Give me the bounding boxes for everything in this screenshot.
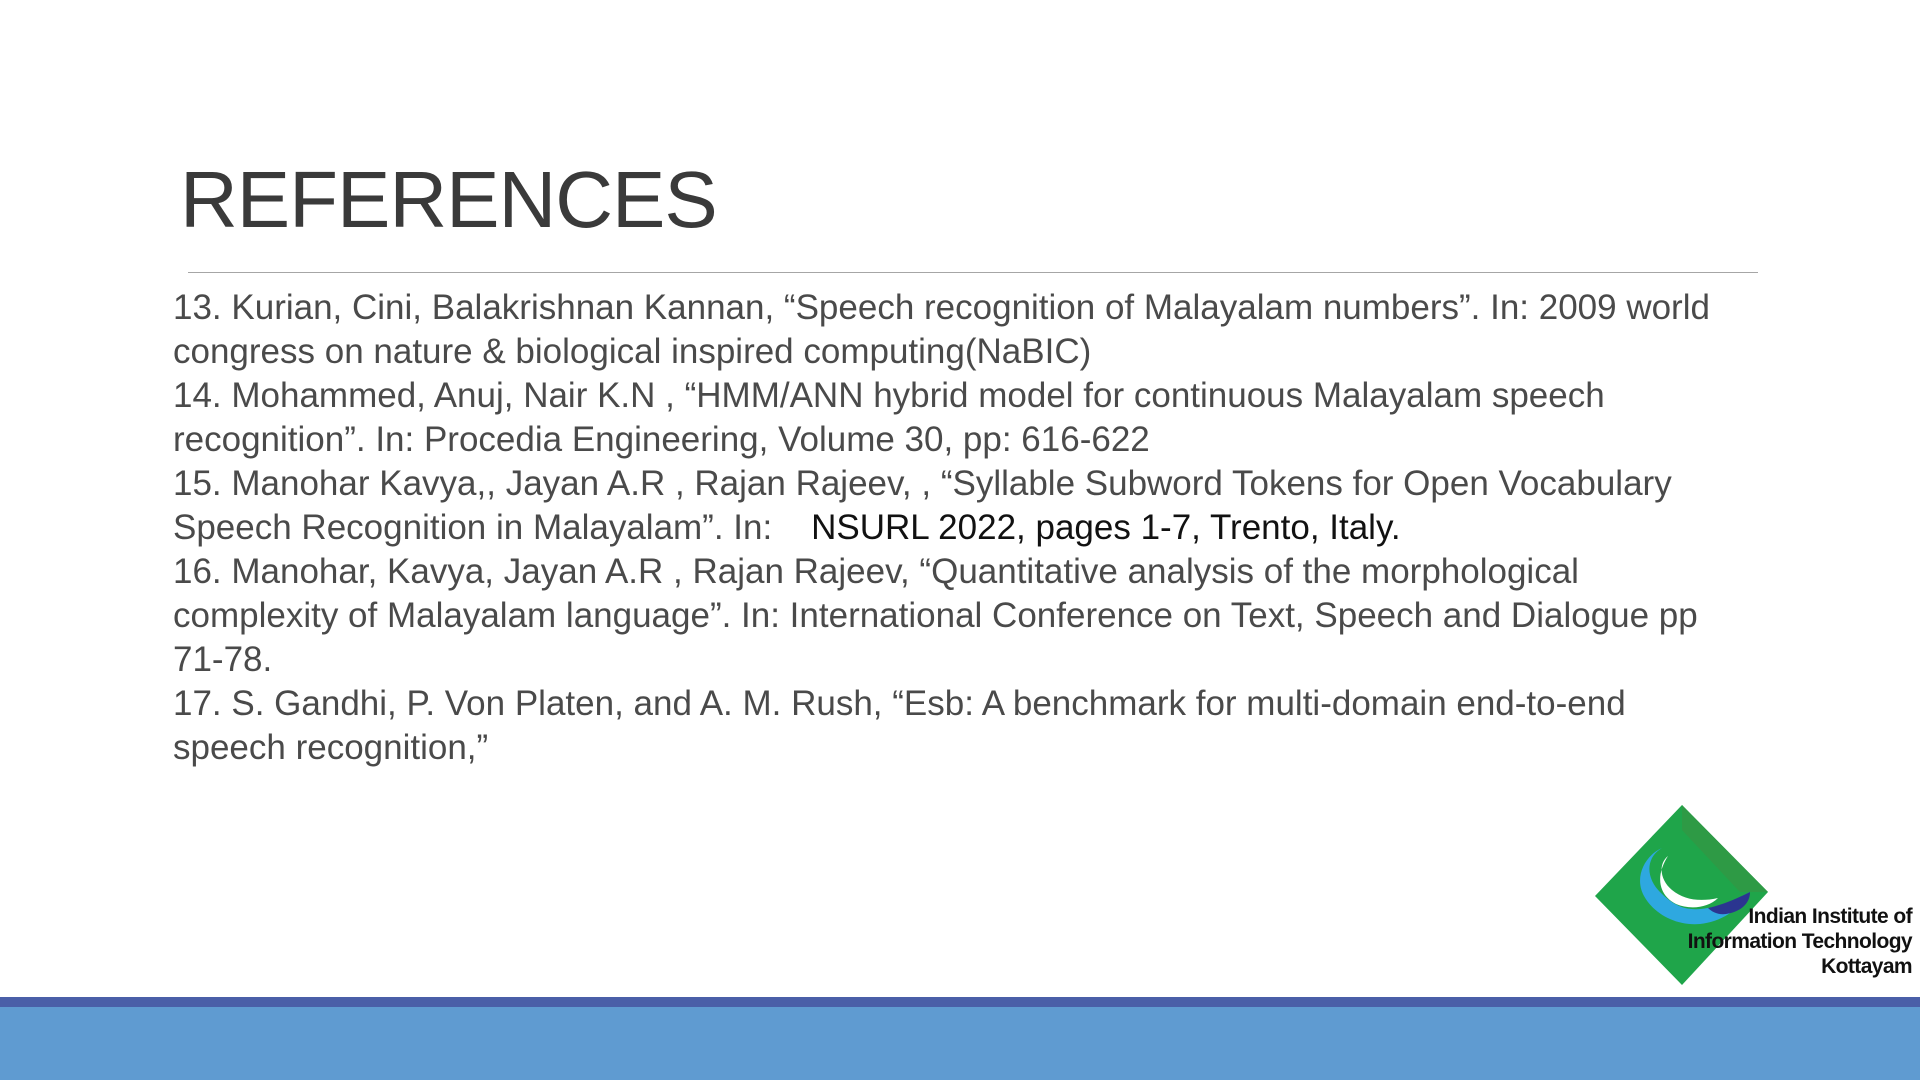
logo-caption <box>1688 904 1912 979</box>
reference-item <box>173 286 1733 374</box>
references-list <box>173 286 1733 770</box>
reference-text: 13. Kurian, Cini, Balakrishnan Kannan, “Speech recognition of Malayalam numbers”. In: 2009 world congress on nature & biological inspired computing(NaBIC) <box>173 288 1710 371</box>
reference-item <box>173 374 1733 462</box>
title-divider <box>188 272 1758 273</box>
reference-item <box>173 550 1733 682</box>
reference-venue: NSURL 2022, pages 1-7, Trento, Italy. <box>811 508 1401 547</box>
footer-band <box>0 1007 1920 1080</box>
slide-title: REFERENCES <box>180 155 717 244</box>
logo-line: Information Technology <box>1687 930 1912 953</box>
reference-text: 14. Mohammed, Anuj, Nair K.N , “HMM/ANN hybrid model for continuous Malayalam speech recognition”. In: Procedia Engineering, Volume 30, pp: 616-622 <box>173 376 1605 459</box>
reference-text: 15. Manohar Kavya,, Jayan A.R , Rajan Rajeev, , “Syllable Subword Tokens for Open Vocabulary Speech Recognition in Malayalam”. In: <box>173 464 1682 547</box>
logo-line: Kottayam <box>1821 955 1912 978</box>
reference-text: 16. Manohar, Kavya, Jayan A.R , Rajan Rajeev, “Quantitative analysis of the morphological complexity of Malayalam language”. In: International Conference on Text, Speech and Dialogue pp 71-78. <box>173 552 1698 679</box>
reference-item <box>173 462 1733 550</box>
footer-band-dark <box>0 997 1920 1007</box>
institute-logo <box>1590 800 1920 992</box>
logo-line: Indian Institute of <box>1748 905 1912 928</box>
reference-item <box>173 682 1733 770</box>
reference-text: 17. S. Gandhi, P. Von Platen, and A. M. Rush, “Esb: A benchmark for multi-domain end-to-end speech recognition,” <box>173 684 1626 767</box>
